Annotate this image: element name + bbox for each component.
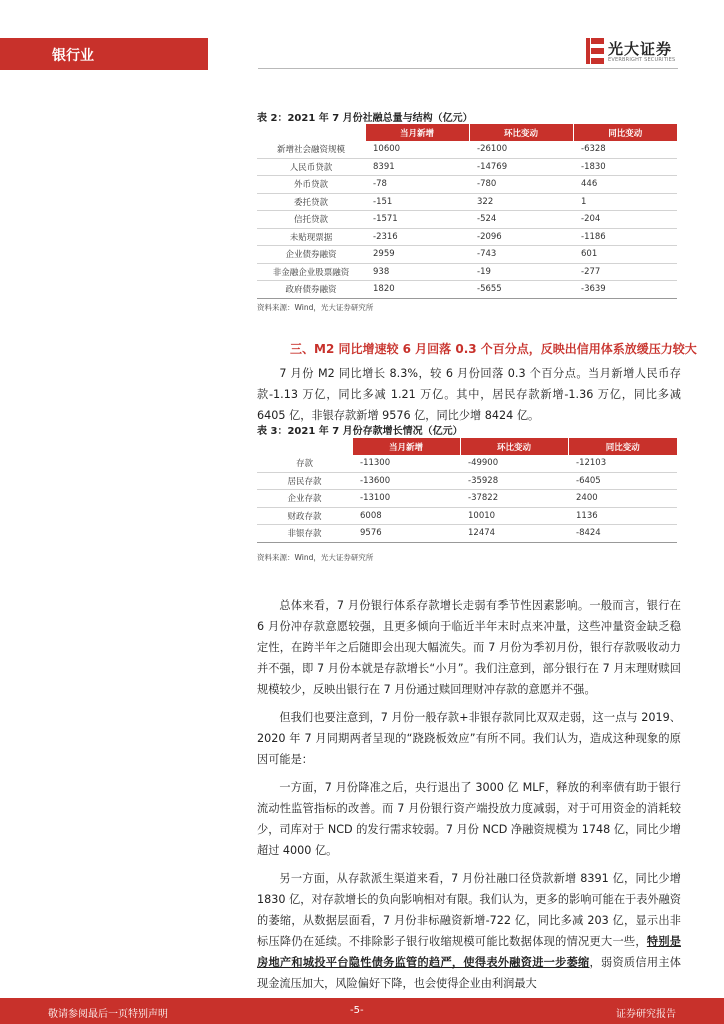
table2-header-blank [257,124,365,141]
brand-logo [586,38,686,66]
row-label: 财政存款 [257,507,352,525]
table3-col-header: 当月新增 [352,438,460,455]
section-heading: 三、M2 同比增速较 6 月回落 0.3 个百分点，反映出信用体系放缓压力较大 [290,342,697,356]
cell: -14769 [469,158,573,176]
brand-name: 光大证券 [608,40,673,58]
cell: 10010 [460,507,568,525]
table-row [257,141,677,158]
brand-mark-icon [586,38,604,64]
cell: -1830 [573,158,677,176]
row-label: 企业债券融资 [257,246,365,264]
cell: -12103 [568,455,677,472]
cell: -35928 [460,472,568,490]
cell: 9576 [352,525,460,543]
table-row [257,263,677,281]
row-label: 政府债券融资 [257,281,365,299]
table3-col-header: 同比变动 [568,438,677,455]
cell: -8424 [568,525,677,543]
cell: -37822 [460,490,568,508]
body-text [257,595,681,994]
cell: 10600 [365,141,469,158]
cell: 8391 [365,158,469,176]
row-label: 非银存款 [257,525,352,543]
row-label: 非金融企业股票融资 [257,263,365,281]
cell: -5655 [469,281,573,299]
brand-subtitle: EVERBRIGHT SECURITIES [608,57,676,63]
table-row [257,455,677,472]
cell: -743 [469,246,573,264]
row-label: 居民存款 [257,472,352,490]
row-label: 存款 [257,455,352,472]
page-number: -5- [350,1005,364,1016]
body-paragraph-4-part-a: 另一方面，从存款派生渠道来看，7 月份社融口径贷款新增 8391 亿，同比少增 1830 亿，对存款增长的负向影响相对有限。我们认为，更多的影响可能在于表外融资的萎缩，从数据层面看，7 月份非标融资新增-722 亿，同比多减 203 亿，显示出非标压降仍在延续。不排除影子银行收缩规模可能比数据体现的情况更大一些， [257,872,681,948]
table-row [257,490,677,508]
cell: 1820 [365,281,469,299]
table-row [257,228,677,246]
table2-col-header: 当月新增 [365,124,469,141]
cell: 2400 [568,490,677,508]
table2-col-header: 环比变动 [469,124,573,141]
table2-caption: 表 2：2021 年 7 月份社融总量与结构（亿元） [257,113,473,124]
footer-disclaimer: 敬请参阅最后一页特别声明 [48,1009,168,1020]
table-row [257,158,677,176]
table-row [257,176,677,194]
body-paragraph-4 [257,868,681,994]
cell: -19 [469,263,573,281]
table-row [257,525,677,543]
table3-source: 资料来源：Wind，光大证券研究所 [257,553,374,562]
table2 [257,124,677,299]
cell: -26100 [469,141,573,158]
cell: 1136 [568,507,677,525]
table-row [257,507,677,525]
table-row [257,472,677,490]
cell: -11300 [352,455,460,472]
cell: -2096 [469,228,573,246]
cell: 12474 [460,525,568,543]
row-label: 外币贷款 [257,176,365,194]
cell: -6405 [568,472,677,490]
row-label: 信托贷款 [257,211,365,229]
table3 [257,438,677,543]
cell: -524 [469,211,573,229]
body-paragraph-4-part-c: ，弱资质信用主体现金流压加大，风险偏好下降，也会使得企业由利润最大 [257,956,681,990]
sector-tag [0,38,208,70]
table2-header-row [257,124,677,141]
footer-bar [0,998,724,1024]
row-label: 企业存款 [257,490,352,508]
cell: 938 [365,263,469,281]
cell: -151 [365,193,469,211]
section-intro [257,363,681,426]
cell: -2316 [365,228,469,246]
table-row [257,193,677,211]
cell: -3639 [573,281,677,299]
intro-paragraph: 7 月份 M2 同比增长 8.3%，较 6 月份回落 0.3 个百分点。当月新增人民币存款-1.13 万亿，同比多减 1.21 万亿。其中，居民存款新增-1.36 万亿，同比多减 6405 亿，非银存款新增 9576 亿，同比少增 8424 亿。 [257,367,681,422]
table-row [257,246,677,264]
footer-report-type: 证券研究报告 [616,1009,676,1020]
row-label: 新增社会融资规模 [257,141,365,158]
table3-header-row [257,438,677,455]
cell: -204 [573,211,677,229]
row-label: 委托贷款 [257,193,365,211]
body-paragraph-2: 但我们也要注意到，7 月份一般存款+非银存款同比双双走弱，这一点与 2019、2020 年 7 月同期两者呈现的“跷跷板效应”有所不同。我们认为，造成这种现象的原因可能是： [257,711,681,766]
cell: 601 [573,246,677,264]
table-row [257,211,677,229]
cell: -1186 [573,228,677,246]
table3-caption: 表 3：2021 年 7 月份存款增长情况（亿元） [257,426,463,437]
cell: -277 [573,263,677,281]
table3-col-header: 环比变动 [460,438,568,455]
cell: -6328 [573,141,677,158]
row-label: 未贴现票据 [257,228,365,246]
cell: 1 [573,193,677,211]
cell: -1571 [365,211,469,229]
cell: -780 [469,176,573,194]
table2-col-header: 同比变动 [573,124,677,141]
table2-source: 资料来源：Wind，光大证券研究所 [257,303,374,312]
table3-header-blank [257,438,352,455]
cell: -78 [365,176,469,194]
body-paragraph-1: 总体来看，7 月份银行体系存款增长走弱有季节性因素影响。一般而言，银行在 6 月份冲存款意愿较强，且更多倾向于临近半年末时点来冲量，这些冲量资金缺乏稳定性，在跨半年之后随即会出现大幅流失。而 7 月份为季初月份，银行存款吸收动力并不强，即 7 月份本就是存款增长“小月”。我们注意到，部分银行在 7 月末理财赎回规模较少，反映出银行在 7 月份通过赎回理财冲存款的意愿并不强。 [257,599,681,696]
cell: 6008 [352,507,460,525]
header-divider [258,68,678,69]
cell: -13100 [352,490,460,508]
emphasis-underline: 特别是房地产和城投平台隐性债务监管的趋严，使得表外融资进一步萎缩 [257,935,681,969]
cell: -13600 [352,472,460,490]
cell: 446 [573,176,677,194]
row-label: 人民币贷款 [257,158,365,176]
cell: 322 [469,193,573,211]
cell: 2959 [365,246,469,264]
body-paragraph-3: 一方面，7 月份降准之后，央行退出了 3000 亿 MLF，释放的利率债有助于银行流动性监管指标的改善。而 7 月份银行资产端投放力度减弱，对于可用资金的消耗较少，司库对于 NCD 的发行需求较弱。7 月份 NCD 净融资规模为 1748 亿，同比少增超过 4000 亿。 [257,781,681,857]
table-row [257,281,677,299]
cell: -49900 [460,455,568,472]
sector-tag-label: 银行业 [52,48,94,64]
